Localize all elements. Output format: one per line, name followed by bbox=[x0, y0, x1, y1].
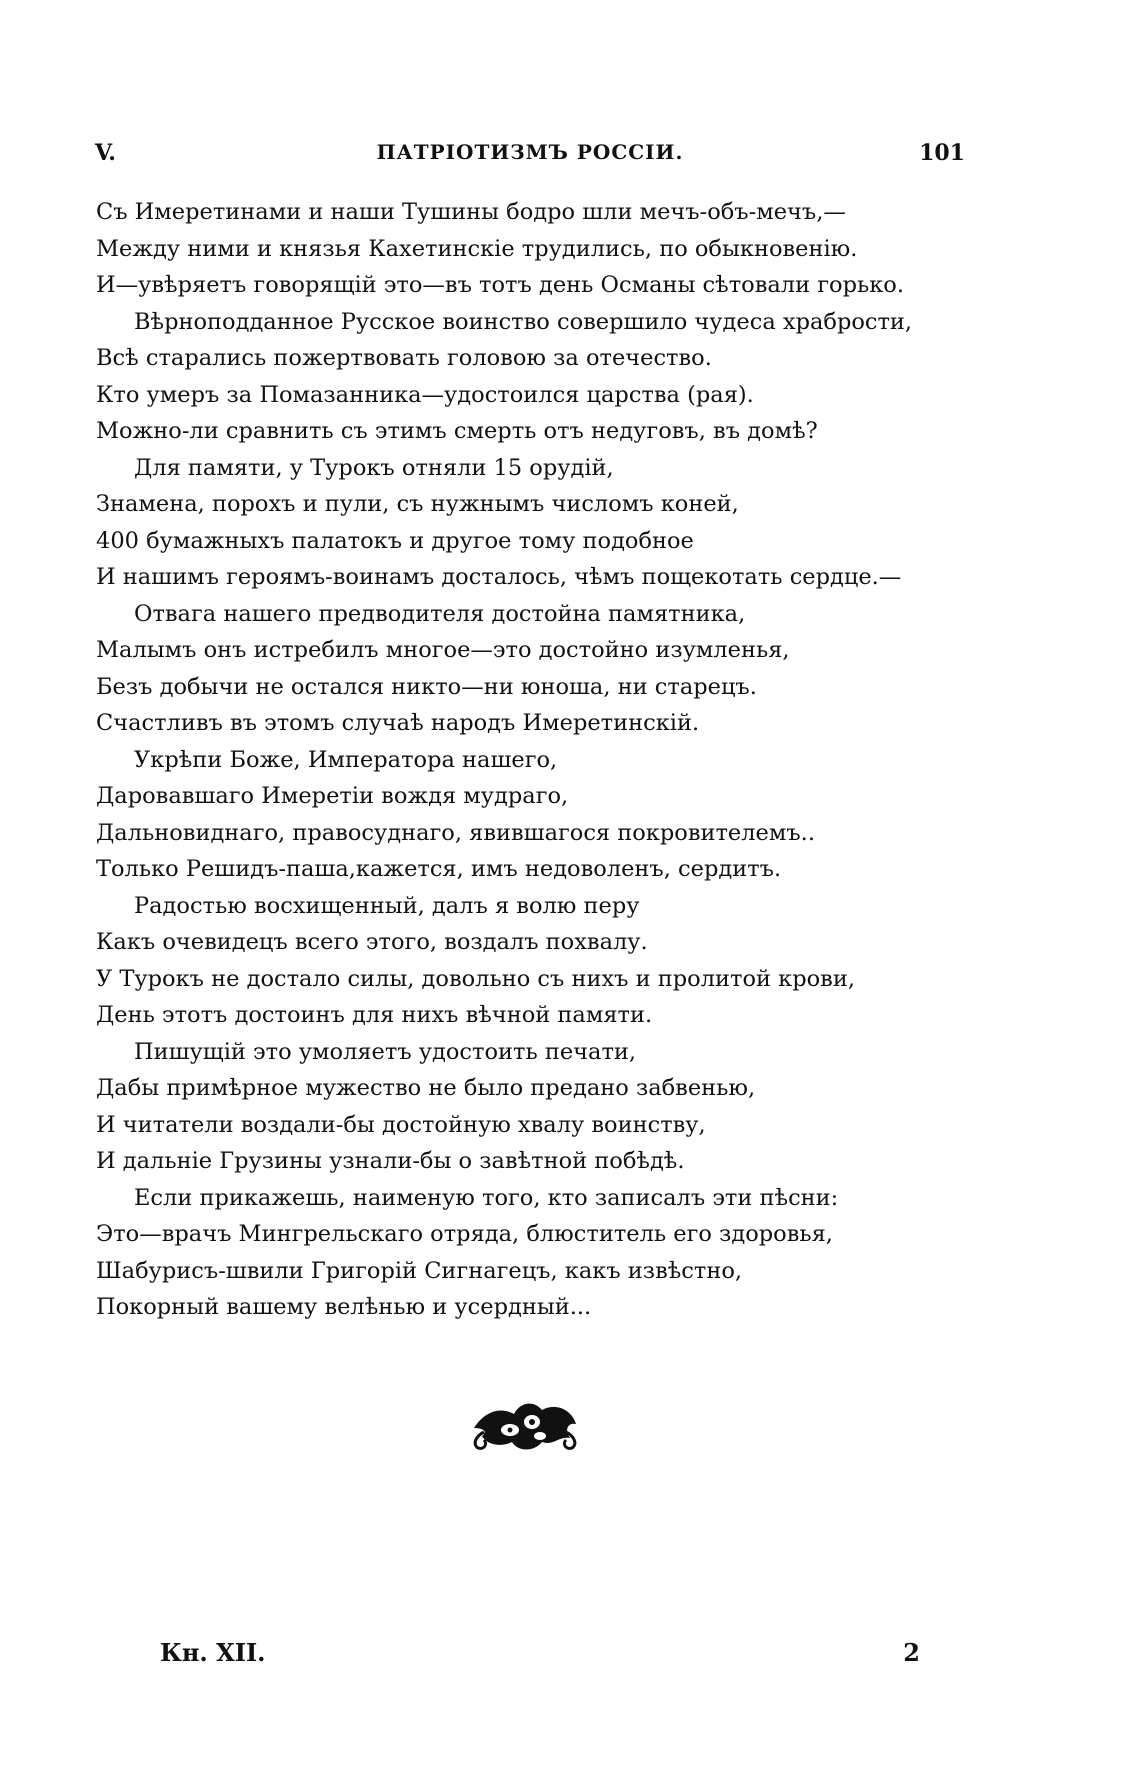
page-number: 101 bbox=[919, 140, 965, 166]
poem-line: И нашимъ героямъ-воинамъ досталось, чѣмъ пощекотать сердце.— bbox=[96, 564, 902, 590]
poem-line: Даровавшаго Имеретіи вождя мудраго, bbox=[96, 783, 569, 809]
poem-line: Дальновиднаго, правосуднаго, явившагося покровителемъ.. bbox=[96, 819, 815, 846]
fleuron-ornament-icon bbox=[470, 1392, 580, 1454]
poem-line: Пишущій это умоляетъ удостоить печати, bbox=[134, 1038, 637, 1065]
poem-line: Покорный вашему велѣнью и усердный... bbox=[96, 1294, 592, 1320]
poem-line: Какъ очевидецъ всего этого, воздалъ похвалу. bbox=[96, 929, 648, 955]
poem-line: И дальніе Грузины узнали-бы о завѣтной побѣдѣ. bbox=[96, 1148, 685, 1174]
poem-line: Укрѣпи Боже, Императора нашего, bbox=[134, 746, 558, 773]
poem-line: Для памяти, у Турокъ отняли 15 орудій, bbox=[134, 454, 614, 481]
poem-line: И читатели воздали-бы достойную хвалу воинству, bbox=[96, 1111, 706, 1138]
poem-line: Малымъ онъ истребилъ многое—это достойно изумленья, bbox=[96, 637, 790, 663]
poem-line: Шабурисъ-швили Григорій Сигнагецъ, какъ извѣстно, bbox=[96, 1257, 743, 1284]
book-number: Кн. XII. bbox=[160, 1638, 266, 1667]
poem-line: Только Решидъ-паша,кажется, имъ недоволенъ, сердитъ. bbox=[96, 856, 782, 882]
poem-line: Можно-ли сравнить съ этимъ смерть отъ недуговъ, въ домѣ? bbox=[96, 418, 818, 444]
page-footer bbox=[160, 1638, 920, 1672]
poem-line: Знамена, порохъ и пули, съ нужнымъ числомъ коней, bbox=[96, 491, 739, 517]
poem-line: Между ними и князья Кахетинскіе трудились, по обыкновенію. bbox=[96, 235, 858, 262]
poem-line: Съ Имеретинами и наши Тушины бодро шли мечъ-объ-мечъ,— bbox=[96, 199, 846, 225]
poem-line: И—увѣряетъ говорящій это—въ тотъ день Османы сѣтовали горько. bbox=[96, 272, 904, 298]
poem-line: 400 бумажныхъ палатокъ и другое тому подобное bbox=[96, 527, 694, 554]
poem-line: Всѣ старались пожертвовать головою за отечество. bbox=[96, 345, 712, 371]
poem-line: Отвага нашего предводителя достойна памятника, bbox=[134, 600, 746, 627]
section-number: V. bbox=[95, 140, 116, 166]
poem-line: Радостью восхищенный, далъ я волю перу bbox=[134, 892, 640, 919]
poem-line: Дабы примѣрное мужество не было предано забвенью, bbox=[96, 1075, 756, 1101]
signature-mark: 2 bbox=[903, 1638, 920, 1667]
poem-text bbox=[96, 194, 946, 1326]
poem-line: Это—врачъ Мингрельскаго отряда, блюститель его здоровья, bbox=[96, 1221, 833, 1247]
poem-line: У Турокъ не достало силы, довольно съ нихъ и пролитой крови, bbox=[96, 965, 855, 992]
running-title: ПАТРІОТИЗМЪ РОССІИ. bbox=[376, 140, 684, 164]
running-head bbox=[95, 140, 965, 172]
poem-line: День этотъ достоинъ для нихъ вѣчной памяти. bbox=[96, 1002, 653, 1028]
poem-line: Счастливъ въ этомъ случаѣ народъ Имеретинскій. bbox=[96, 710, 700, 736]
poem-line: Кто умеръ за Помазанника—удостоился царства (рая). bbox=[96, 381, 754, 408]
poem-line: Если прикажешь, наименую того, кто записалъ эти пѣсни: bbox=[134, 1184, 839, 1211]
poem-line: Вѣрноподданное Русское воинство совершило чудеса храбрости, bbox=[134, 308, 913, 335]
poem-line: Безъ добычи не остался никто—ни юноша, ни старецъ. bbox=[96, 673, 757, 700]
